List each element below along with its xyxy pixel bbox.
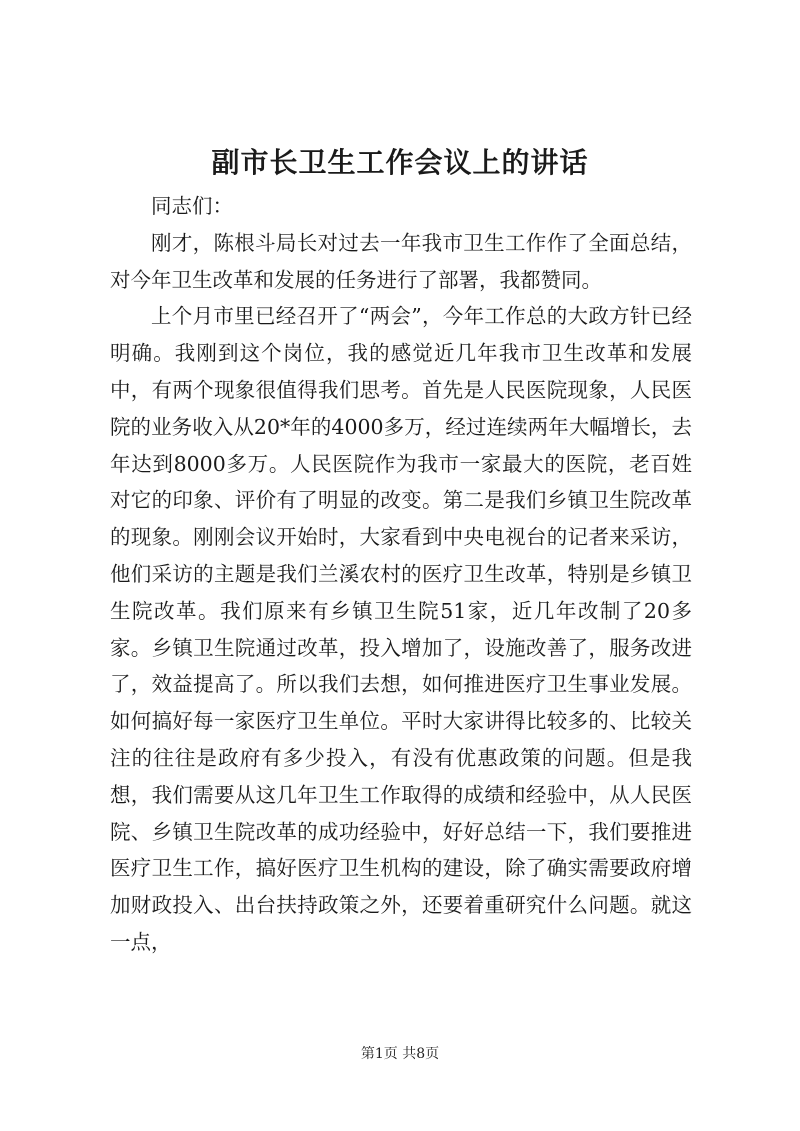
- paragraph-salutation: 同志们：: [151, 194, 233, 218]
- paragraph-opening: 刚才，陈根斗局长对过去一年我市卫生工作作了全面总结，对今年卫生改革和发展的任务进行了部署，我都赞同。: [110, 230, 692, 292]
- paragraph-main: 上个月市里已经召开了“两会”，今年工作总的大政方针已经明确。我刚到这个岗位，我的感觉近几年我市卫生改革和发展中，有两个现象很值得我们思考。首先是人民医院现象，人民医院的业务收入从20*年的4000多万，经过连续两年大幅增长，去年达到8000多万。人民医院作为我市一家最大的医院，老百姓对它的印象、评价有了明显的改变。第二是我们乡镇卫生院改革的现象。刚刚会议开始时，大家看到中央电视台的记者来采访，他们采访的主题是我们兰溪农村的医疗卫生改革，特别是乡镇卫生院改革。我们原来有乡镇卫生院51家，近几年改制了20多家。乡镇卫生院通过改革，投入增加了，设施改善了，服务改进了，效益提高了。所以我们去想，如何推进医疗卫生事业发展。如何搞好每一家医疗卫生单位。平时大家讲得比较多的、比较关注的往往是政府有多少投入，有没有优惠政策的问题。但是我想，我们需要从这几年卫生工作取得的成绩和经验中，从人民医院、乡镇卫生院改革的成功经验中，好好总结一下，我们要推进医疗卫生工作，搞好医疗卫生机构的建设，除了确实需要政府增加财政投入、出台扶持政策之外，还要着重研究什么问题。就这一点，: [110, 304, 692, 954]
- page-footer: 第1页 共8页: [360, 1046, 440, 1062]
- document-body: [110, 188, 692, 961]
- document-title: 副市长卫生工作会议上的讲话: [211, 146, 589, 179]
